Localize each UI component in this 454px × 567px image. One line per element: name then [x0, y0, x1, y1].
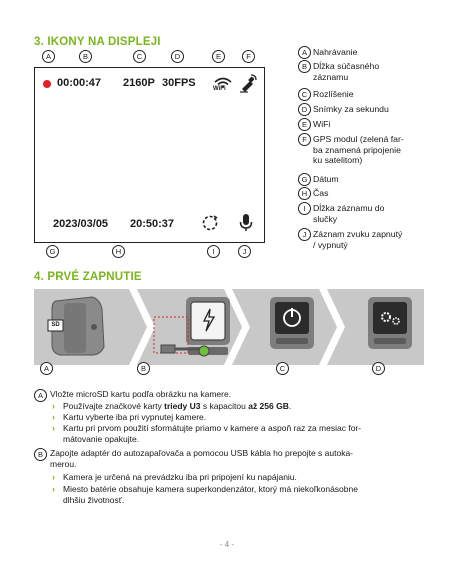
marker-i: I — [207, 245, 220, 258]
legend-d: D Snímky za sekundu — [298, 104, 428, 117]
marker-b: B — [79, 50, 92, 63]
bullet-chevron-icon: › — [52, 472, 55, 482]
step-a-bullet-2: › Kartu vyberte iba pri vypnutej kamere. — [52, 412, 207, 422]
marker-j: J — [238, 245, 251, 258]
page-number: - 4 - — [219, 540, 235, 549]
loop-recording-icon — [201, 214, 219, 232]
legend-e: E WiFi — [298, 119, 428, 132]
sd-card-label: SD — [51, 322, 60, 328]
legend-b: B Dĺžka súčasného záznamu — [298, 61, 428, 82]
wifi-label: WiFi — [213, 86, 226, 92]
step-a-bullet-1: › Používajte značkové karty triedy U3 s kapacitou až 256 GB. — [52, 401, 292, 411]
step-a-text: Vložte microSD kartu podľa obrázku na kamere. — [50, 389, 232, 399]
camera-display — [34, 67, 265, 243]
marker-c: C — [133, 50, 146, 63]
bullet-chevron-icon: › — [52, 423, 55, 433]
step-marker-c: C — [276, 362, 289, 375]
setup-illustration — [34, 289, 424, 365]
step-b-bullet-2: › Miesto batérie obsahuje kamera superkondenzátor, ktorý má niekoľkonásobne dlhšiu životnosť. — [52, 484, 358, 505]
step-a-bullet-3: › Kartu pri prvom použití sformátujte priamo v kamere a aspoň raz za mesiac for- mátovanie opakujte. — [52, 423, 362, 444]
section-4-heading: 4. PRVÉ ZAPNUTIE — [34, 271, 142, 283]
time: 20:50:37 — [130, 218, 175, 230]
marker-g: G — [46, 245, 59, 258]
resolution: 2160P — [123, 77, 155, 89]
wifi-icon — [212, 74, 234, 94]
step-marker-b: B — [137, 362, 150, 375]
record-dot-icon — [43, 80, 51, 88]
marker-e: E — [212, 50, 225, 63]
instr-marker-a: A — [34, 389, 47, 402]
legend-g: G Dátum — [298, 174, 428, 187]
legend-f: F GPS modul (zelená far- ba znamená pripojenie ku satelitom) — [298, 134, 428, 166]
bullet-chevron-icon: › — [52, 484, 55, 494]
gps-satellite-icon — [238, 73, 258, 93]
section-3-heading: 3. IKONY NA DISPLEJI — [34, 36, 161, 48]
instr-marker-b: B — [34, 448, 47, 461]
step-marker-a: A — [40, 362, 53, 375]
fps: 30FPS — [162, 77, 196, 89]
bullet-chevron-icon: › — [52, 401, 55, 411]
marker-f: F — [242, 50, 255, 63]
step-marker-d: D — [372, 362, 385, 375]
legend-j: J Záznam zvuku zapnutý / vypnutý — [298, 229, 428, 250]
step-b-bullet-1: › Kamera je určená na prevádzku iba pri pripojení ku napájaniu. — [52, 472, 297, 482]
step-b-text: Zapojte adaptér do autozapaľovača a pomocou USB kábla ho prepojte s autoka- merou. — [50, 448, 354, 469]
date: 2023/03/05 — [53, 218, 109, 230]
record-timer: 00:00:47 — [57, 77, 102, 89]
legend-i: I Dĺžka záznamu do slučky — [298, 203, 428, 224]
marker-h: H — [112, 245, 125, 258]
marker-a: A — [42, 50, 55, 63]
legend-c: C Rozlíšenie — [298, 89, 428, 102]
legend-a: A Nahrávanie — [298, 47, 428, 60]
bullet-chevron-icon: › — [52, 412, 55, 422]
legend-h: H Čas — [298, 188, 428, 201]
microphone-icon — [238, 213, 254, 233]
marker-d: D — [171, 50, 184, 63]
